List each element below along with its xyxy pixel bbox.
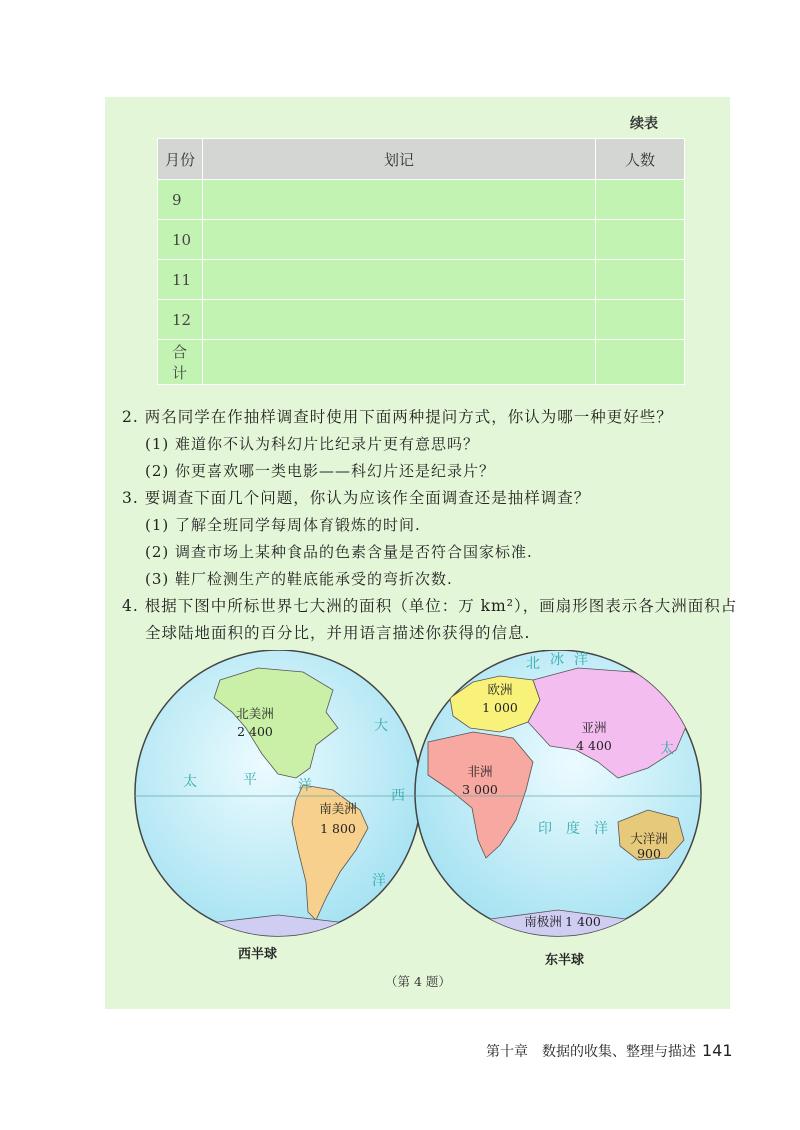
row-tally-cell [203, 300, 596, 340]
page-footer [486, 1041, 733, 1061]
world-map-figure [128, 650, 728, 970]
row-count-cell [596, 340, 685, 385]
asia-area: 4 400 [576, 738, 612, 753]
tally-table [157, 138, 685, 385]
question-3-option-1: (1) 了解全班同学每周体育锻炼的时间. [145, 516, 421, 534]
antarctica-area: 1 400 [565, 914, 601, 929]
west-hemisphere-label: 西半球 [238, 947, 278, 962]
question-3-option-2: (2) 调查市场上某种食品的色素含量是否符合国家标准. [145, 543, 533, 561]
oceania-area: 900 [637, 846, 661, 861]
africa-name: 非洲 [467, 764, 493, 779]
arctic-ocean-label-1: 北 [526, 656, 540, 672]
row-count-cell [596, 220, 685, 260]
pacific-ocean-label-1: 太 [183, 774, 197, 790]
pacific-ocean-label-2: 平 [243, 772, 257, 788]
table-row [158, 220, 685, 260]
oceania-name: 大洋洲 [630, 831, 668, 846]
question-2-option-1: (1) 难道你不认为科幻片比纪录片更有意思吗？ [145, 435, 480, 453]
north-america-name: 北美洲 [236, 706, 274, 721]
south-america-name: 南美洲 [319, 801, 357, 816]
header-tally: 划记 [203, 139, 596, 180]
south-america-area: 1 800 [320, 821, 356, 836]
east-hemisphere-label: 东半球 [545, 953, 585, 968]
pacific-ocean-label-3: 洋 [298, 778, 312, 794]
header-month: 月份 [158, 139, 203, 180]
row-month: 12 [158, 300, 203, 340]
table-row [158, 180, 685, 220]
north-america-area: 2 400 [237, 724, 273, 739]
europe-area: 1 000 [482, 700, 518, 715]
header-count: 人数 [596, 139, 685, 180]
indian-ocean-label-1: 印 [538, 821, 552, 837]
row-total-label: 合计 [158, 340, 203, 385]
row-tally-cell [203, 220, 596, 260]
arctic-ocean-label-3: 洋 [574, 652, 588, 668]
atlantic-ocean-label-2: 西 [391, 788, 405, 804]
atlantic-ocean-label-1: 大 [374, 718, 388, 734]
table-caption: 续表 [630, 116, 658, 132]
indian-ocean-label-2: 度 [566, 821, 580, 837]
indian-ocean-label-3: 洋 [594, 821, 608, 837]
africa-area: 3 000 [462, 782, 498, 797]
row-count-cell [596, 300, 685, 340]
row-tally-cell [203, 260, 596, 300]
pacific-ocean-east-label: 太 [660, 741, 674, 757]
asia-name: 亚洲 [581, 720, 607, 735]
question-2-option-2: (2) 你更喜欢哪一类电影——科幻片还是纪录片？ [145, 462, 496, 480]
row-tally-cell [203, 340, 596, 385]
question-2-stem: 2. 两名同学在作抽样调查时使用下面两种提问方式，你认为哪一种更好些？ [122, 408, 673, 426]
arctic-ocean-label-2: 冰 [550, 652, 564, 668]
atlantic-ocean-label-3: 洋 [372, 873, 386, 889]
row-count-cell [596, 180, 685, 220]
europe-name: 欧洲 [487, 682, 513, 697]
table-row [158, 300, 685, 340]
row-tally-cell [203, 180, 596, 220]
row-month: 9 [158, 180, 203, 220]
hemisphere-map [128, 650, 728, 950]
row-month: 10 [158, 220, 203, 260]
question-4-stem-line-1: 4. 根据下图中所标世界七大洲的面积（单位：万 km²），画扇形图表示各大洲面积占 [122, 597, 738, 615]
row-count-cell [596, 260, 685, 300]
table-row [158, 260, 685, 300]
row-month: 11 [158, 260, 203, 300]
table-row [158, 340, 685, 385]
question-4-stem-line-2: 全球陆地面积的百分比，并用语言描述你获得的信息. [145, 624, 531, 642]
figure-caption: （第 4 题） [385, 974, 451, 989]
antarctica-name: 南极洲 [524, 914, 562, 929]
table-header-row [158, 139, 685, 180]
chapter-title: 第十章 数据的收集、整理与描述 [486, 1044, 696, 1060]
question-3-stem: 3. 要调查下面几个问题，你认为应该作全面调查还是抽样调查？ [122, 489, 591, 507]
question-3-option-3: (3) 鞋厂检测生产的鞋底能承受的弯折次数. [145, 570, 453, 588]
page-number: 141 [702, 1041, 733, 1060]
